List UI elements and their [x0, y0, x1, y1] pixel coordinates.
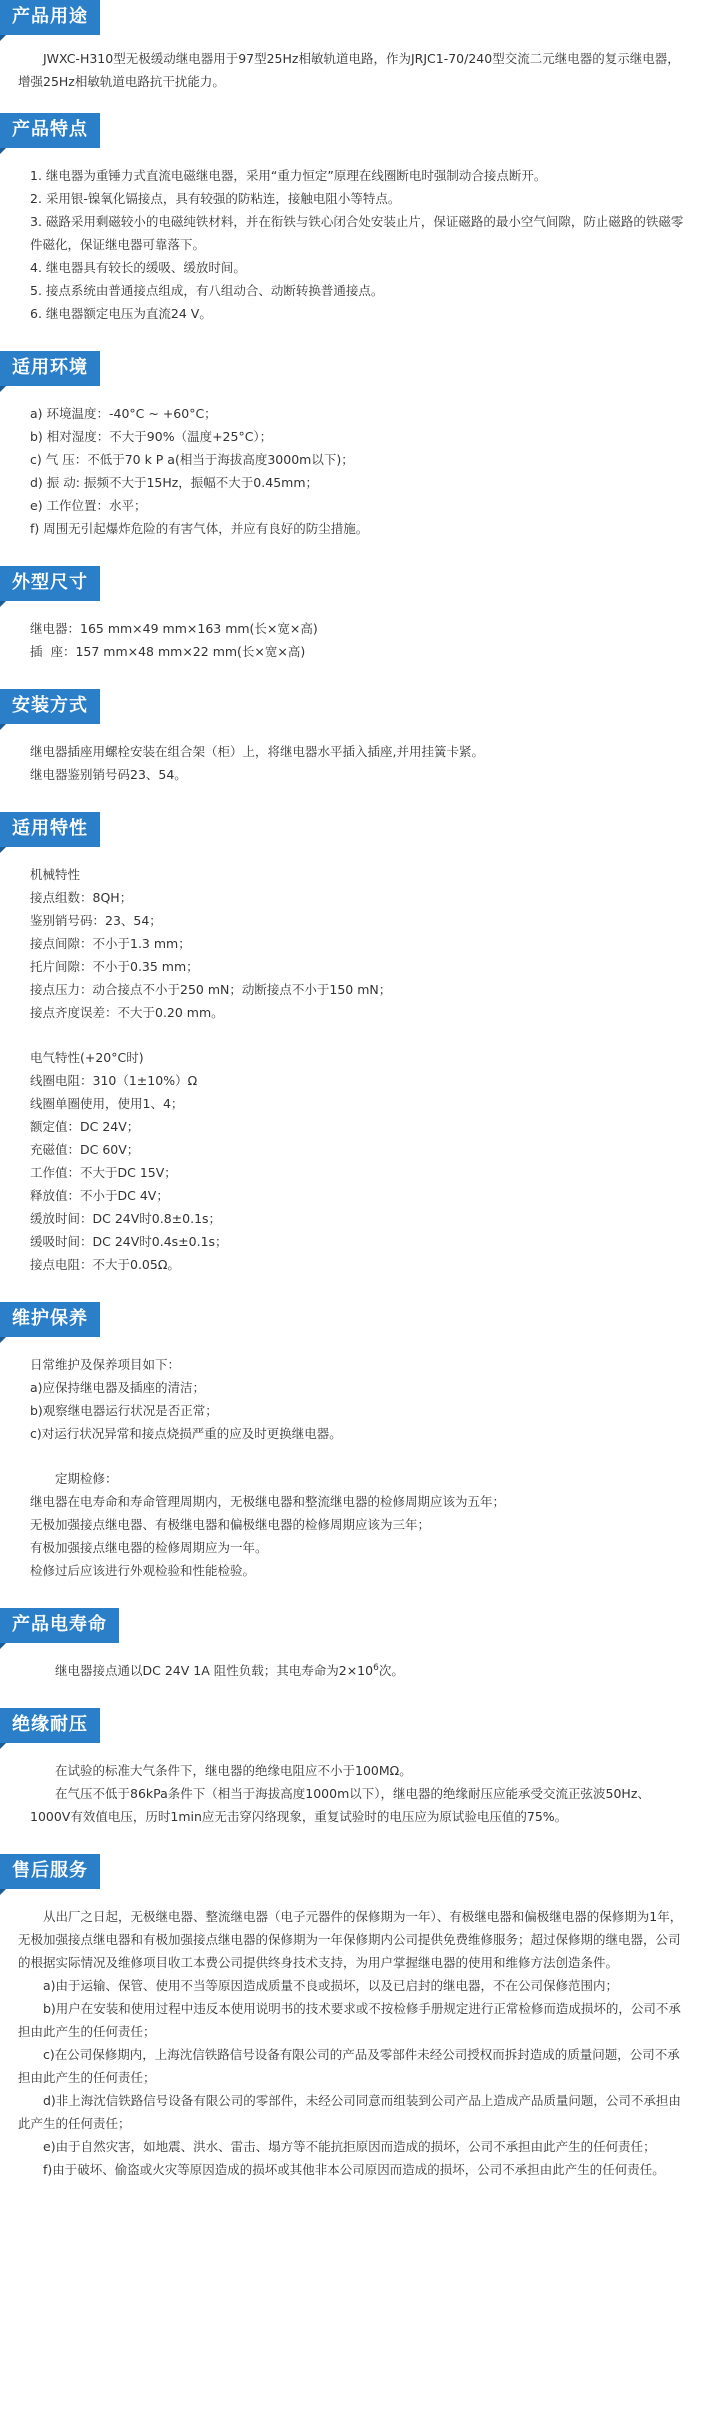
daily-maintenance-item: b)观察继电器运行状况是否正常； [30, 1403, 218, 1418]
service-item: d)非上海沈信铁路信号设备有限公司的零部件，未经公司同意而组装到公司产品上造成产品质量问题，公司不承担由此产生的任何责任； [18, 2093, 681, 2131]
mechanical-item: 鉴别销号码：23、54； [30, 913, 162, 928]
electrical-item: 额定值：DC 24V； [30, 1119, 140, 1134]
periodic-maintenance-item: 无极加强接点继电器、有极继电器和偏极继电器的检修周期应该为三年； [30, 1517, 431, 1532]
feature-item: 6. 继电器额定电压为直流24 V。 [30, 306, 212, 321]
mechanical-item: 接点组数：8QH； [30, 890, 133, 905]
electrical-item: 释放值：不小于DC 4V； [30, 1188, 169, 1203]
periodic-maintenance-item: 继电器在电寿命和寿命管理周期内，无极继电器和整流继电器的检修周期应该为五年； [30, 1494, 506, 1509]
installation-item: 继电器插座用螺栓安装在组合架（柜）上，将继电器水平插入插座,并用挂簧卡紧。 [30, 744, 484, 759]
periodic-maintenance-title: 定期检修： [55, 1471, 118, 1486]
section-lifetime [0, 1608, 705, 1682]
section-title-features: 产品特点 [0, 113, 100, 148]
electrical-title: 电气特性(+20°C时) [30, 1050, 144, 1065]
environment-item: b) 相对湿度：不大于90%（温度+25°C）； [30, 429, 273, 444]
section-title-characteristics: 适用特性 [0, 812, 100, 847]
service-item: a)由于运输、保管、使用不当等原因造成质量不良或损坏，以及已启封的继电器，不在公司保修范围内； [43, 1978, 619, 1993]
feature-item: 5. 接点系统由普通接点组成，有八组动合、动断转换普通接点。 [30, 283, 384, 298]
section-title-dimensions: 外型尺寸 [0, 566, 100, 601]
mechanical-title: 机械特性 [30, 867, 81, 882]
section-characteristics [0, 812, 705, 1276]
section-purpose [0, 0, 705, 93]
environment-item: d) 振 动: 振频不大于15Hz，振幅不大于0.45mm； [30, 475, 318, 490]
periodic-maintenance-item: 检修过后应该进行外观检验和性能检验。 [30, 1563, 256, 1578]
feature-item: 2. 采用银-镍氧化镉接点，具有较强的防粘连，接触电阻小等特点。 [30, 191, 401, 206]
feature-item: 1. 继电器为重锤力式直流电磁继电器，采用“重力恒定”原理在线圈断电时强制动合接点断开。 [30, 168, 547, 183]
environment-item: c) 气 压：不低于70 k P a(相当于海拔高度3000m以下)； [30, 452, 354, 467]
mechanical-item: 接点压力：动合接点不小于250 mN；动断接点不小于150 mN； [30, 982, 392, 997]
environment-item: a) 环境温度：-40°C ~ +60°C； [30, 406, 217, 421]
mechanical-item: 接点齐度误差：不大于0.20 mm。 [30, 1005, 224, 1020]
electrical-item: 缓吸时间：DC 24V时0.4s±0.1s； [30, 1234, 228, 1249]
service-item: c)在公司保修期内，上海沈信铁路信号设备有限公司的产品及零部件未经公司授权而拆封造成的质量问题，公司不承担由此产生的任何责任； [18, 2047, 680, 2085]
section-insulation [0, 1708, 705, 1828]
environment-item: e) 工作位置：水平； [30, 498, 147, 513]
electrical-item: 线圈单圈使用，使用1、4； [30, 1096, 184, 1111]
daily-maintenance-item: c)对运行状况异常和接点烧损严重的应及时更换继电器。 [30, 1426, 342, 1441]
feature-item: 4. 继电器具有较长的缓吸、缓放时间。 [30, 260, 246, 275]
daily-maintenance-item: a)应保持继电器及插座的清洁； [30, 1380, 206, 1395]
section-service [0, 1854, 705, 2181]
section-dimensions [0, 566, 705, 663]
electrical-item: 工作值：不大于DC 15V； [30, 1165, 177, 1180]
electrical-item: 充磁值：DC 60V； [30, 1142, 140, 1157]
section-title-environment: 适用环境 [0, 351, 100, 386]
section-features [0, 113, 705, 325]
electrical-item: 接点电阻：不大于0.05Ω。 [30, 1257, 180, 1272]
electrical-item: 线圈电阻：310（1±10%）Ω [30, 1073, 198, 1088]
purpose-text: JWXC-H310型无极缓动继电器用于97型25Hz相敏轨道电路，作为JRJC1-70/240型交流二元继电器的复示继电器，增强25Hz相敏轨道电路抗干扰能力。 [18, 51, 680, 89]
dimension-relay: 继电器：165 mm×49 mm×163 mm(长×宽×高) [30, 621, 318, 636]
electrical-item: 缓放时间：DC 24V时0.8±0.1s； [30, 1211, 222, 1226]
section-title-purpose: 产品用途 [0, 0, 100, 35]
section-title-service: 售后服务 [0, 1854, 100, 1889]
mechanical-item: 接点间隙：不小于1.3 mm； [30, 936, 191, 951]
insulation-item: 在气压不低于86kPa条件下（相当于海拔高度1000m以下），继电器的绝缘耐压应能承受交流正弦波50Hz、1000V有效值电压，历时1min应无击穿闪络现象，重复试验时的电压应为原试验电压值的75%。 [30, 1786, 650, 1824]
section-title-installation: 安装方式 [0, 689, 100, 724]
section-installation [0, 689, 705, 786]
service-intro: 从出厂之日起，无极继电器、整流继电器（电子元器件的保修期为一年）、有极继电器和偏极继电器的保修期为1年，无极加强接点继电器和有极加强接点继电器的保修期为一年保修期内公司提供免费维修服务；超过保修期的继电器，公司的根据实际情况及维修项目收工本费公司提供终身技术支持，为用户掌握继电器的使用和维修方法创造条件。 [18, 1909, 683, 1970]
dimension-socket: 插 座：157 mm×48 mm×22 mm(长×宽×高) [30, 644, 306, 659]
feature-item: 3. 磁路采用剩磁较小的电磁纯铁材料，并在衔铁与铁心闭合处安装止片，保证磁路的最小空气间隙，防止磁路的铁磁零件磁化，保证继电器可靠落下。 [30, 214, 684, 252]
section-title-lifetime: 产品电寿命 [0, 1608, 119, 1643]
periodic-maintenance-item: 有极加强接点继电器的检修周期应为一年。 [30, 1540, 268, 1555]
service-item: f)由于破坏、偷盗或火灾等原因造成的损坏或其他非本公司原因而造成的损坏，公司不承担由此产生的任何责任。 [43, 2162, 665, 2177]
lifetime-text: 继电器接点通以DC 24V 1A 阻性负载；其电寿命为$2\times 10^6$次。 [55, 1662, 404, 1678]
section-maintenance [0, 1302, 705, 1582]
daily-maintenance-title: 日常维护及保养项目如下： [30, 1357, 181, 1372]
section-title-insulation: 绝缘耐压 [0, 1708, 100, 1743]
installation-item: 继电器鉴别销号码23、54。 [30, 767, 187, 782]
section-title-maintenance: 维护保养 [0, 1302, 100, 1337]
service-item: e)由于自然灾害，如地震、洪水、雷击、塌方等不能抗拒原因而造成的损坏，公司不承担由此产生的任何责任； [43, 2139, 656, 2154]
mechanical-item: 托片间隙：不小于0.35 mm； [30, 959, 199, 974]
service-item: b)用户在安装和使用过程中违反本使用说明书的技术要求或不按检修手册规定进行正常检修而造成损坏的，公司不承担由此产生的任何责任； [18, 2001, 681, 2039]
section-environment [0, 351, 705, 540]
insulation-item: 在试验的标准大气条件下，继电器的绝缘电阻应不小于100MΩ。 [55, 1763, 412, 1778]
environment-item: f) 周围无引起爆炸危险的有害气体，并应有良好的防尘措施。 [30, 521, 369, 536]
